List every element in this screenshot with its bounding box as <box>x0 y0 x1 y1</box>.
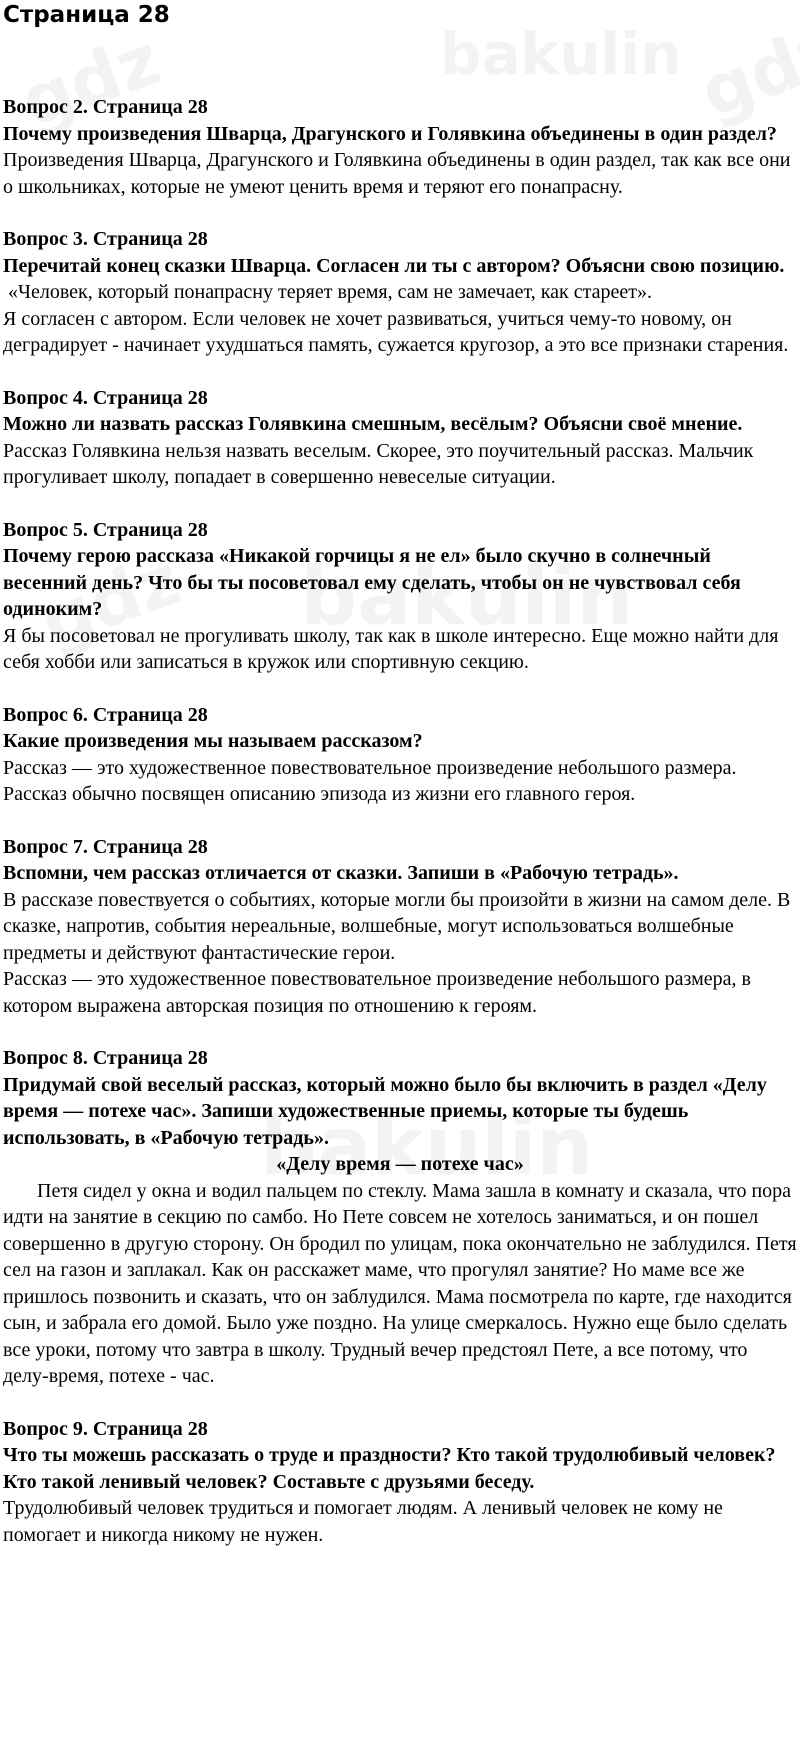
question-8-text: Придумай свой веселый рассказ, который можно было бы включить в раздел «Делу время — потехе час». Запиши художественные приемы, которые ты будешь использовать, в «Рабочую тетрадь». <box>3 1073 767 1149</box>
question-5-answer: Я бы посоветовал не прогуливать школу, так как в школе интересно. Еще можно найти для себя хобби или записаться в кружок или спортивную секцию. <box>3 624 779 673</box>
question-2-section <box>3 94 797 200</box>
question-5-text: Почему герою рассказа «Никакой горчицы я не ел» было скучно в солнечный весенний день? Что бы ты посоветовал ему сделать, чтобы он не чувствовал себя одиноким? <box>3 545 741 620</box>
question-8-header: Вопрос 8. Страница 28 <box>3 1047 208 1069</box>
question-7-text: Вспомни, чем рассказ отличается от сказки. Запиши в «Рабочую тетрадь». <box>3 862 679 884</box>
question-2-text: Почему произведения Шварца, Драгунского и Голявкина объединены в один раздел? <box>3 122 777 145</box>
question-7-answer-1: В рассказе повествуется о событиях, которые могли бы произойти в жизни на самом деле. В сказке, напротив, события нереальные, волшебные, могут использоваться волшебные предметы и действуют фантастические герои. <box>3 888 791 964</box>
question-4-answer: Рассказ Голявкина нельзя назвать веселым. Скорее, это поучительный рассказ. Мальчик прогуливает школу, попадает в совершенно невеселые ситуации. <box>3 439 754 488</box>
question-3-answer: Я согласен с автором. Если человек не хочет развиваться, учиться чему-то новому, он деградирует - начинает ухудшаться память, сужается кругозор, а это все признаки старения. <box>3 307 789 356</box>
question-4-section <box>3 385 797 491</box>
question-7-section <box>3 834 797 1020</box>
question-9-header: Вопрос 9. Страница 28 <box>3 1417 208 1440</box>
question-3-header: Вопрос 3. Страница 28 <box>3 228 208 250</box>
question-9-section <box>3 1416 797 1549</box>
question-9-text: Что ты можешь рассказать о труде и праздности? Кто такой трудолюбивый человек? Кто такой ленивый человек? Составьте с друзьями беседу. <box>3 1444 776 1493</box>
story-title: «Делу время — потехе час» <box>276 1153 524 1175</box>
question-4-text: Можно ли назвать рассказ Голявкина смешным, весёлым? Объясни своё мнение. <box>3 413 743 435</box>
question-8-section <box>3 1045 797 1390</box>
page-title: Страница 28 <box>3 2 170 28</box>
question-5-section <box>3 517 797 676</box>
question-3-text: Перечитай конец сказки Шварца. Согласен ли ты с автором? Объясни свою позицию. <box>3 254 785 277</box>
question-5-header: Вопрос 5. Страница 28 <box>3 518 208 541</box>
question-3-section <box>3 226 797 359</box>
story-text: Петя сидел у окна и водил пальцем по стеклу. Мама зашла в комнату и сказала, что пора идти на занятие в секцию по самбо. Но Пете совсем не хотелось заниматься, и он пошел совершенно в другую сторону. Он бродил по улицам, пока окончательно не заблудился. Петя сел на газон и заплакал. Как он расскажет маме, что прогулял занятие? Но маме все же пришлось позвонить и сказать, что он заблудился. Мама посмотрела по карте, где находится сын, и забрала его домой. Было уже поздно. На улице смеркалось. Нужно еще было сделать все уроки, потому что завтра в школу. Трудный вечер предстоял Пете, а все потому, что делу-время, потехе - час. <box>3 1179 797 1387</box>
question-7-answer-2: Рассказ — это художественное повествовательное произведение небольшого размера, в котором выражена авторская позиция по отношению к героям. <box>3 968 751 1017</box>
question-6-header: Вопрос 6. Страница 28 <box>3 703 208 726</box>
question-6-text: Какие произведения мы называем рассказом? <box>3 730 423 752</box>
question-9-answer: Трудолюбивый человек трудиться и помогает людям. А ленивый человек не кому не помогает и никогда никому не нужен. <box>3 1497 723 1546</box>
question-3-quote: «Человек, который понапрасну теряет время, сам не замечает, как стареет». <box>3 281 652 303</box>
question-7-header: Вопрос 7. Страница 28 <box>3 835 208 858</box>
question-2-header: Вопрос 2. Страница 28 <box>3 96 208 118</box>
question-4-header: Вопрос 4. Страница 28 <box>3 386 208 409</box>
question-6-answer: Рассказ — это художественное повествовательное произведение небольшого размера. Рассказ обычно посвящен описанию эпизода из жизни его главного героя. <box>3 756 737 805</box>
question-6-section <box>3 702 797 808</box>
question-2-answer: Произведения Шварца, Драгунского и Голявкина объединены в один раздел, так как все они о школьниках, которые не умеют ценить время и теряют его понапрасну. <box>3 149 791 198</box>
